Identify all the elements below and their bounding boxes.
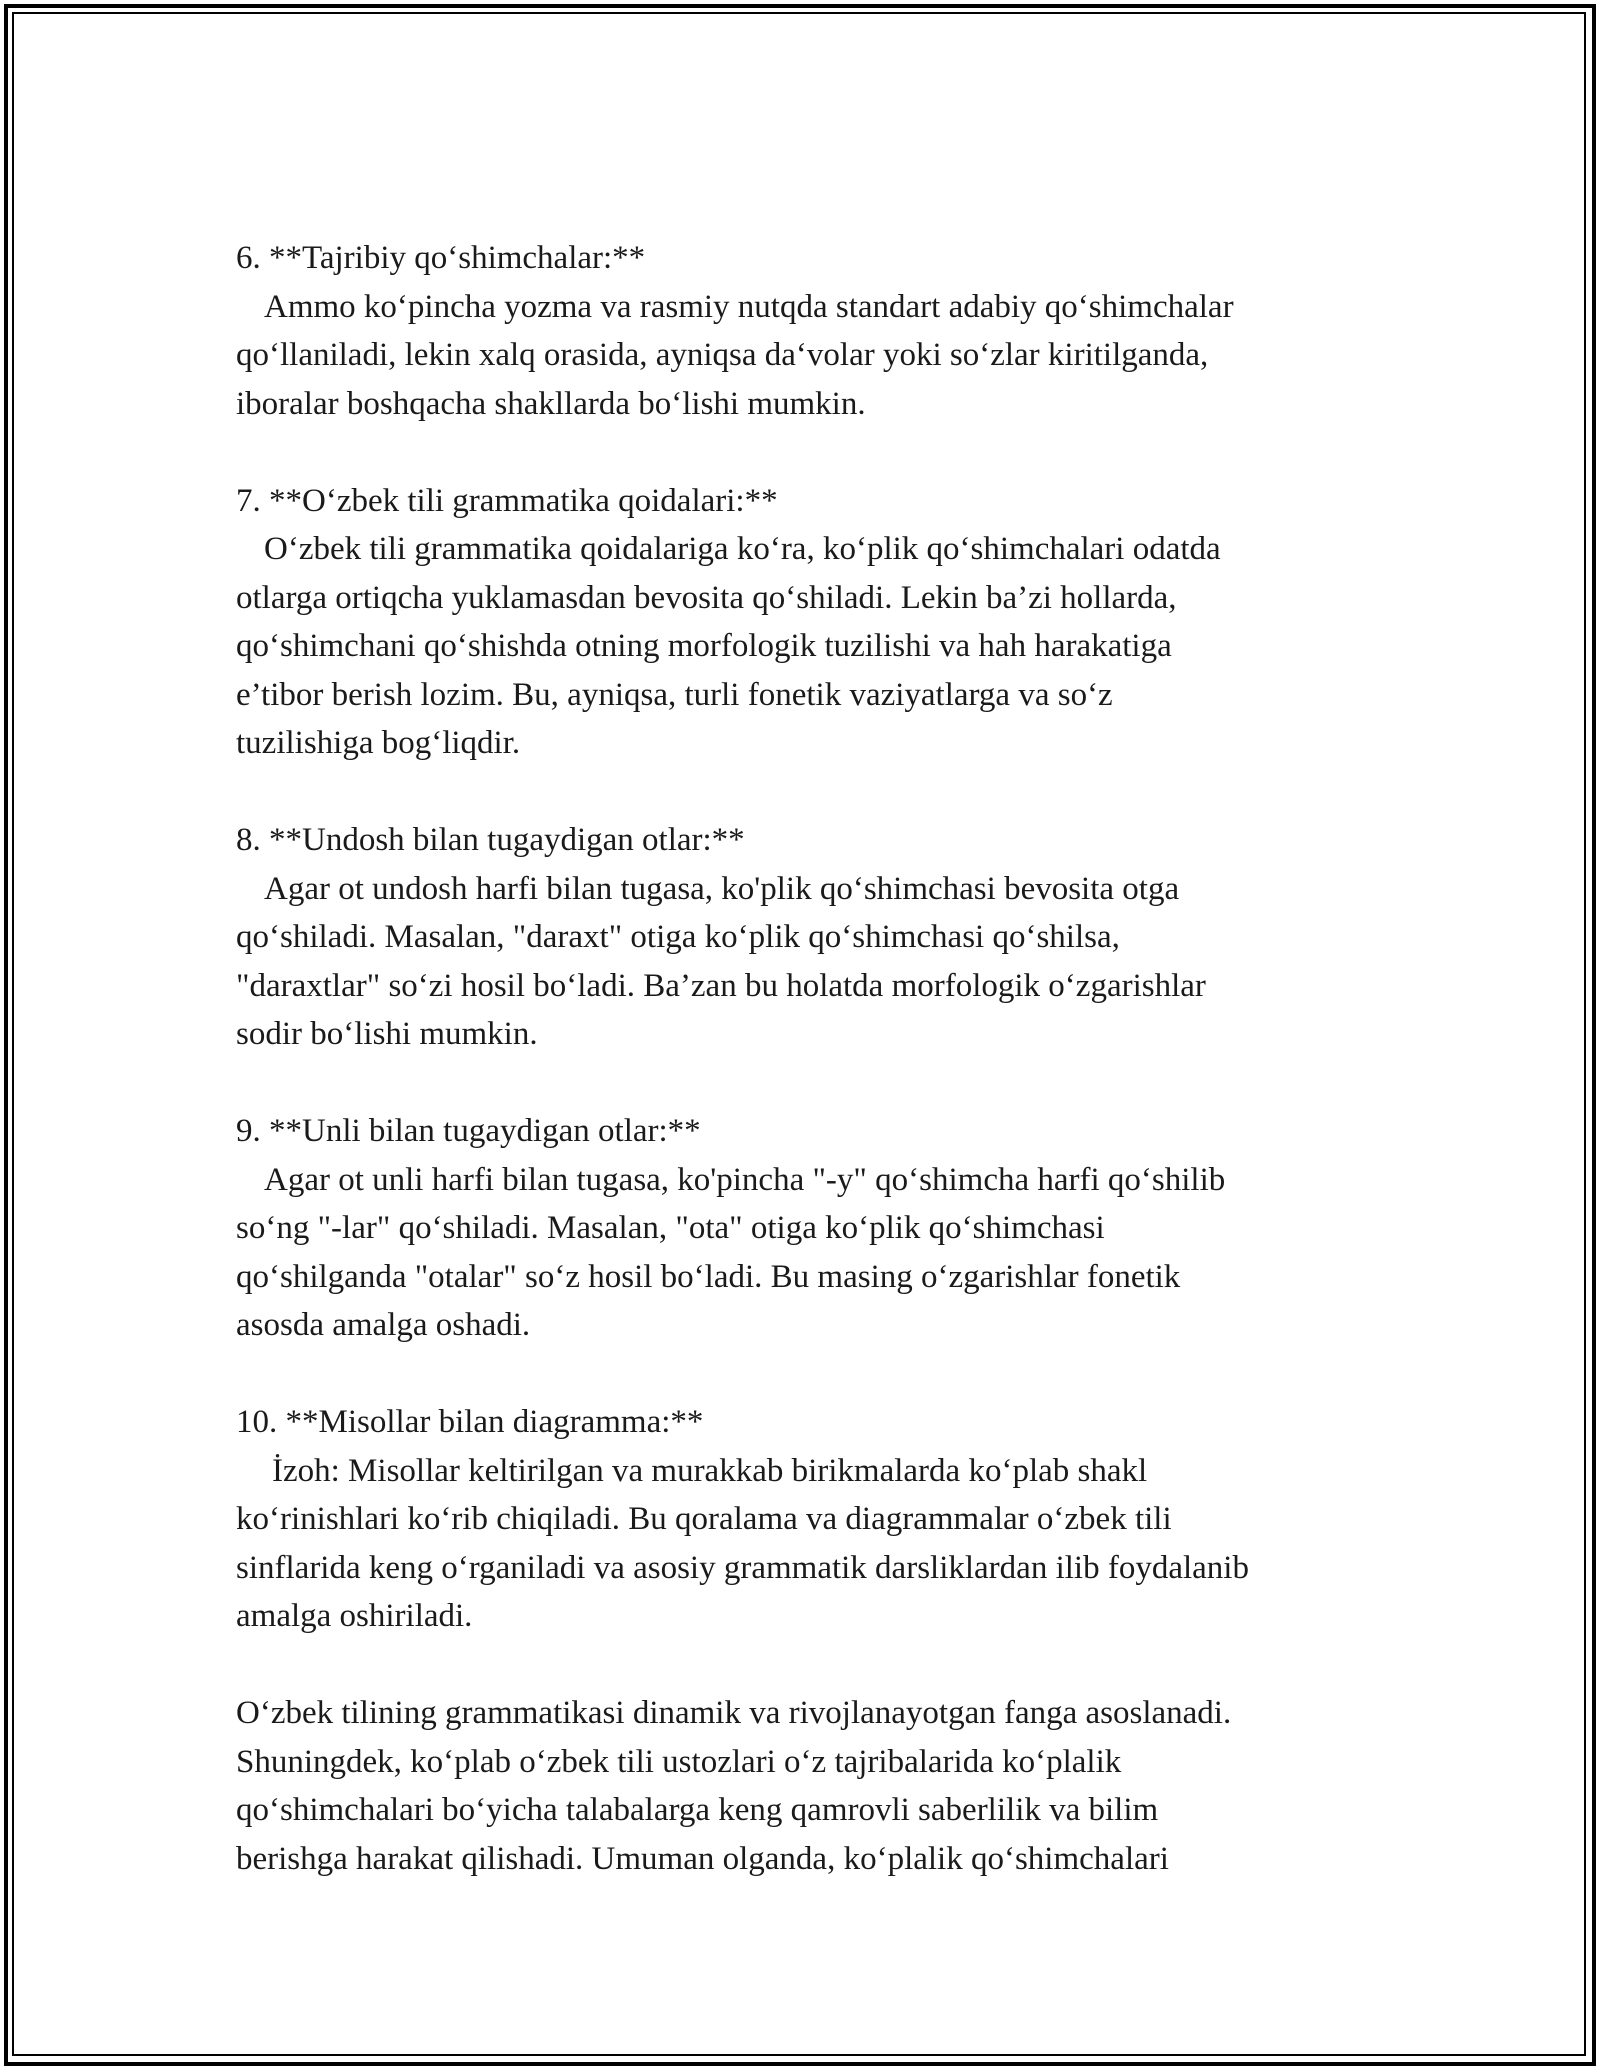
paragraph-line: O‘zbek tili grammatika qoidalariga ko‘ra, ko‘plik qo‘shimchalari odatda (264, 531, 1221, 567)
paragraph-line: qo‘shimchani qo‘shishda otning morfologik tuzilishi va hah harakatiga (236, 628, 1172, 664)
section-heading: 6. **Tajribiy qo‘shimchalar:** (236, 240, 646, 276)
paragraph-line: so‘ng "-lar" qo‘shiladi. Masalan, "ota" otiga ko‘plik qo‘shimchasi (236, 1210, 1105, 1246)
paragraph-line: qo‘shiladi. Masalan, "daraxt" otiga ko‘plik qo‘shimchasi qo‘shilsa, (236, 919, 1120, 955)
paragraph-line: amalga oshiriladi. (236, 1598, 473, 1634)
paragraph-line: berishga harakat qilishadi. Umuman olganda, ko‘plalik qo‘shimchalari (236, 1840, 1169, 1877)
paragraph-line: e’tibor berish lozim. Bu, ayniqsa, turli fonetik vaziyatlarga va so‘z (236, 676, 1113, 713)
section-9 (236, 1107, 1376, 1350)
paragraph-line: qo‘shilganda "otalar" so‘z hosil bo‘ladi. Bu masing o‘zgarishlar fonetik (236, 1258, 1181, 1295)
paragraph-line: İzoh: Misollar keltirilgan va murakkab birikmalarda ko‘plab shakl (272, 1452, 1148, 1489)
section-heading: 8. **Undosh bilan tugaydigan otlar:** (236, 822, 745, 858)
paragraph-line: tuzilishiga bog‘liqdir. (236, 725, 521, 761)
paragraph-line: qo‘llaniladi, lekin xalq orasida, ayniqsa da‘volar yoki so‘zlar kiritilganda, (236, 337, 1209, 373)
paragraph-line: Agar ot unli harfi bilan tugasa, ko'pincha "-y" qo‘shimcha harfi qo‘shilib (264, 1161, 1226, 1198)
paragraph-line: asosda amalga oshadi. (236, 1307, 531, 1343)
paragraph-line: otlarga ortiqcha yuklamasdan bevosita qo‘shiladi. Lekin ba’zi hollarda, (236, 579, 1177, 616)
section-heading: 9. **Unli bilan tugaydigan otlar:** (236, 1113, 701, 1149)
closing-paragraph (236, 1689, 1376, 1883)
paragraph-line: sinflarida keng o‘rganiladi va asosiy grammatik darsliklardan ilib foydalanib (236, 1549, 1249, 1586)
paragraph-line: Shuningdek, ko‘plab o‘zbek tili ustozlari o‘z tajribalarida ko‘plalik (236, 1743, 1122, 1780)
section-8 (236, 816, 1376, 1059)
paragraph-line: Ammo ko‘pincha yozma va rasmiy nutqda standart adabiy qo‘shimchalar (264, 288, 1234, 325)
paragraph-line: qo‘shimchalari bo‘yicha talabalarga keng qamrovli saberlilik va bilim (236, 1792, 1159, 1828)
section-heading: 10. **Misollar bilan diagramma:** (236, 1404, 704, 1440)
paragraph-line: iboralar boshqacha shakllarda bo‘lishi mumkin. (236, 385, 866, 422)
paragraph-line: "daraxtlar" so‘zi hosil bo‘ladi. Ba’zan bu holatda morfologik o‘zgarishlar (236, 967, 1206, 1004)
section-10 (236, 1398, 1376, 1641)
paragraph-line: Agar ot undosh harfi bilan tugasa, ko'plik qo‘shimchasi bevosita otga (264, 870, 1180, 907)
section-6 (236, 234, 1376, 428)
document-body (236, 234, 1376, 1932)
paragraph-line: ko‘rinishlari ko‘rib chiqiladi. Bu qoralama va diagrammalar o‘zbek tili (236, 1501, 1172, 1537)
paragraph-line: sodir bo‘lishi mumkin. (236, 1016, 538, 1052)
section-7 (236, 477, 1376, 768)
paragraph-line: O‘zbek tilining grammatikasi dinamik va rivojlanayotgan fanga asoslanadi. (236, 1695, 1232, 1731)
section-heading: 7. **O‘zbek tili grammatika qoidalari:** (236, 482, 778, 519)
